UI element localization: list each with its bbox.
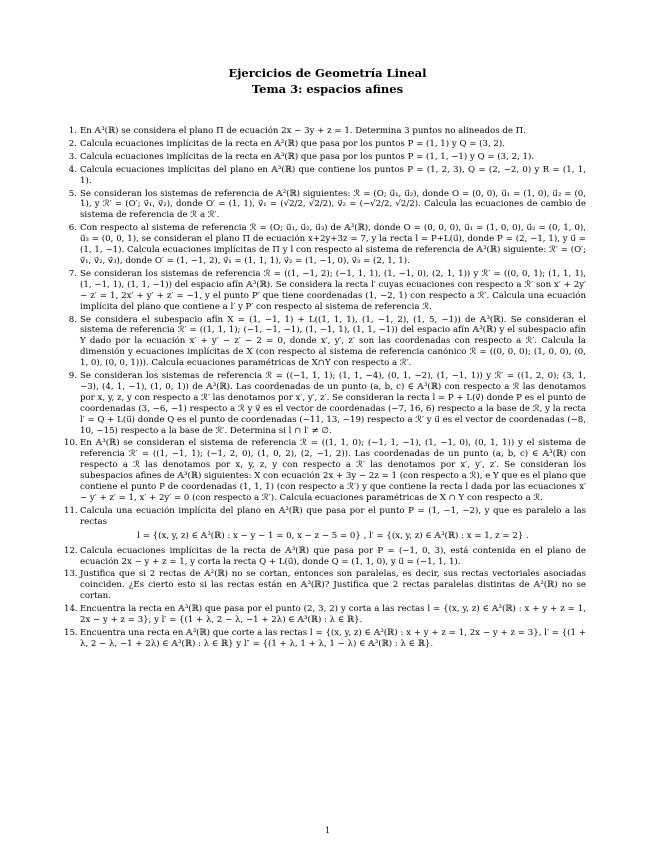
exercise-text: Con respecto al sistema de referencia ℛ = (O; u⃗₁, u⃗₂, u⃗₃) de 𝔸³(ℝ), donde O = (0, 0, 0), u⃗₁ = (1, 0, 0), u⃗₂ = (0, 1, 0), u⃗₃ = (0, 0, 1), se consideran el plano Π de ecuación x+2y+3z = 7, y la recta l = P+L(u⃗), donde P = (2, −1, 1), y u⃗ = (1, 1, −1). Calcula ecuaciones implícitas de Π y l con respecto al sistema de referencia de 𝔸³(ℝ) siguiente: ℛ′ = (O′; v⃗₁, v⃗₂, v⃗₃), donde O′ = (1, −1, 2), v⃗₁ = (1, 1, 1), v⃗₂ = (1, −1, 0), v⃗₃ = (2, 1, 1). (80, 223, 586, 266)
exercise-number: 1. (68, 126, 77, 136)
exercise-text: En 𝔸³(ℝ) se considera el plano Π de ecuación 2x − 3y + z = 1. Determina 3 puntos no alineados de Π. (80, 126, 526, 136)
exercise-number: 2. (68, 138, 77, 149)
exercise-item (64, 269, 586, 313)
exercise-text: Calcula una ecuación implícita del plano en 𝔸³(ℝ) que pasa por el punto P = (1, −1, −2), y que es paralelo a las rectas (80, 505, 586, 527)
exercise-item (64, 438, 586, 503)
exercise-list (64, 126, 586, 652)
exercise-text: Calcula ecuaciones implícitas de la recta de 𝔸³(ℝ) que pasa por P = (−1, 0, 3), está contenida en el plano de ecuación 2x − y + z = 1, y corta la recta Q + L(u⃗), donde Q = (1, 1, 0), y u⃗ = (−1, 1, 1). (80, 545, 586, 567)
exercise-text: En 𝔸³(ℝ) se consideran el sistema de referencia ℛ = ((1, 1, 0); (−1, 1, −1), (1, −1, 0), (0, 1, 1)) y el sistema de referencia ℛ′ = ((1, −1, 1); (−1, 2, 0), (1, 0, 2), (2, −1, 2)). Las coordenadas de un punto (a, b, c) ∈ 𝔸³(ℝ) con respecto a ℛ las denotamos por x, y, z, y con respecto a ℛ′ las denotamos por x′, y′, z′. Se consideran los subespacios afines de 𝔸³(ℝ) siguientes: X con ecuación 2x + 3y − 2z = 1 (con respecto a ℛ), e Y que es el plano que contiene el punto P de coordenadas (1, 1, 1) (con respecto a ℛ′) y que contiene la recta l dada por las ecuaciones x′ − y′ + z′ = 1, x′ + 2y′ = 0 (con respecto a ℛ′). Calcula ecuaciones paramétricas de X ∩ Y con respecto a ℛ. (80, 438, 586, 503)
exercise-item (64, 569, 586, 602)
exercise-item (64, 628, 586, 650)
exercise-number: 11. (64, 505, 78, 516)
exercise-text: Se consideran los sistemas de referencia ℛ = ((1, −1, 2); (−1, 1, 1), (1, −1, 0), (2, 1, 1)) y ℛ′ = ((0, 0, 1); (1, 1, 1), (1, −1, 1), (1, 1, −1)) del espacio afín 𝔸³(ℝ). Se considera la recta l′ cuyas ecuaciones con respecto a ℛ′ son x′ + 2y′ − z′ = 1, 2x′ + y′ + z′ = −1, y el punto P′ que tiene coordenadas (1, −2, 1) con respecto a ℛ′. Calcula una ecuación implícita del plano que contiene a l′ y P′ con respecto al sistema de referencia ℛ. (80, 268, 586, 312)
exercise-number: 9. (68, 371, 77, 382)
exercise-number: 7. (68, 268, 77, 279)
exercise-number: 10. (64, 438, 78, 449)
exercise-number: 3. (68, 151, 77, 162)
exercise-item (64, 506, 586, 542)
exercise-item (64, 139, 586, 150)
exercise-item (64, 604, 586, 626)
exercise-number: 8. (68, 314, 77, 325)
exercise-number: 6. (68, 223, 77, 234)
exercise-text: Calcula ecuaciones implícitas de la recta en 𝔸³(ℝ) que pasa por los puntos P = (1, 1, −1) y Q = (3, 2, 1). (80, 151, 535, 162)
exercise-display-equation: l = {(x, y, z) ∈ 𝔸³(ℝ) : x − y − 1 = 0, x − z − 5 = 0} , l′ = {(x, y, z) ∈ 𝔸³(ℝ) : x = 1, z = 2} . (137, 530, 529, 541)
exercise-number: 13. (64, 569, 78, 580)
exercise-number: 5. (68, 188, 77, 199)
exercise-text: Se consideran los sistemas de referencia ℛ = ((−1, 1, 1); (1, 1, −4), (0, 1, −2), (1, −1, 1)) y ℛ′ = ((1, 2, 0); (3, 1, −3), (4, 1, −1), (1, 0, 1)) de 𝔸³(ℝ). Las coordenadas de un punto (a, b, c) ∈ 𝔸³(ℝ) con respecto a ℛ las denotamos por x, y, z, y con respecto a ℛ′ las denotamos por x′, y′, z′. Se consideran la recta l = P + L(v⃗) donde P es el punto de coordenadas (3, −6, −1) respecto a ℛ y v⃗ es el vector de coordenadas (−7, 16, 6) respecto a la base de ℛ, y la recta l′ = Q + L(u⃗) donde Q es el punto de coordenadas (−11, 13, −19) respecto a ℛ′ y u⃗ es el vector de coordenadas (−8, 10, −15) respecto a la base de ℛ′. Determina si l ∩ l′ ≠ ∅. (80, 371, 586, 436)
exercise-item (64, 165, 586, 187)
exercise-item (64, 126, 586, 137)
exercise-text: Se considera el subespacio afín X = (1, −1, 1) + L((1, 1, 1), (1, −1, 2), (1, 5, −1)) de 𝔸³(ℝ). Se consideran el sistema de referencia ℛ′ = ((1, 1, 1); (−1, −1, −1), (1, −1, 1), (1, 1, −1)) del espacio afín 𝔸³(ℝ) y el subespacio afín Y dado por la ecuación x′ + y′ − z′ − 2 = 0, donde x′, y′, z′ son las coordenadas con respecto a ℛ′. Calcula la dimensión y ecuaciones implícitas de X (con respecto al sistema de referencia canónico ℛ = ((0, 0, 0); (1, 0, 0), (0, 1, 0), (0, 0, 1))). Calcula ecuaciones paramétricas de X∩Y con respecto a ℛ′. (80, 314, 586, 369)
exercise-item (64, 223, 586, 267)
exercise-text: Se consideran los sistemas de referencia de 𝔸²(ℝ) siguientes: ℛ = (O; u⃗₁, u⃗₂), donde O = (0, 0), u⃗₁ = (1, 0), u⃗₂ = (0, 1), y ℛ′ = (O′; v⃗₁, v⃗₂), donde O′ = (1, 1), v⃗₁ = (√2/2, √2/2), v⃗₂ = (−√2/2, √2/2). Calcula las ecuaciones de cambio de sistema de referencia de ℛ a ℛ′. (80, 188, 586, 221)
exercise-item (64, 152, 586, 163)
exercise-text: Calcula ecuaciones implícitas de la recta en 𝔸²(ℝ) que pasa por los puntos P = (1, 1) y Q = (3, 2). (80, 138, 505, 149)
exercise-item (64, 546, 586, 568)
exercise-number: 12. (64, 545, 78, 556)
exercise-text: Calcula ecuaciones implícitas del plano en 𝔸³(ℝ) que contiene los puntos P = (1, 2, 3), Q = (2, −2, 0) y R = (1, 1, 1). (80, 164, 586, 186)
document-subtitle: Tema 3: espacios afines (251, 82, 404, 96)
exercise-text: Encuentra una recta en 𝔸³(ℝ) que corte a las rectas l = {(x, y, z) ∈ 𝔸³(ℝ) : x + y + z = 1, 2x − y + z = 3}, l′ = {(1 + λ, 2 − λ, −1 + 2λ) ∈ 𝔸³(ℝ) : λ ∈ ℝ} y l″ = {(1 + λ, 1 + λ, 1 − λ) ∈ 𝔸³(ℝ) : λ ∈ ℝ}. (80, 627, 586, 649)
exercise-item (64, 189, 586, 222)
exercise-item (64, 371, 586, 436)
exercise-number: 15. (64, 627, 78, 638)
exercise-text: Justifica que si 2 rectas de 𝔸²(ℝ) no se cortan, entonces son paralelas, es decir, sus rectas vectoriales asociadas coinciden. ¿Es cierto esto si las rectas están en 𝔸³(ℝ)? Justifica que 2 rectas paralelas distintas de 𝔸²(ℝ) no se cortan. (80, 569, 586, 602)
page-number: 1 (324, 826, 331, 835)
exercise-item (64, 315, 586, 370)
exercise-number: 14. (64, 604, 78, 615)
exercise-text: Encuentra la recta en 𝔸³(ℝ) que pasa por el punto (2, 3, 2) y corta a las rectas l = {(x, y, z) ∈ 𝔸³(ℝ) : x + y + z = 1, 2x − y + z = 3}, y l′ = {(1 + λ, 2 − λ, −1 + 2λ) ∈ 𝔸³(ℝ) : λ ∈ ℝ}. (80, 604, 586, 626)
document-title: Ejercicios de Geometría Lineal (228, 66, 427, 80)
exercise-number: 4. (68, 164, 77, 175)
